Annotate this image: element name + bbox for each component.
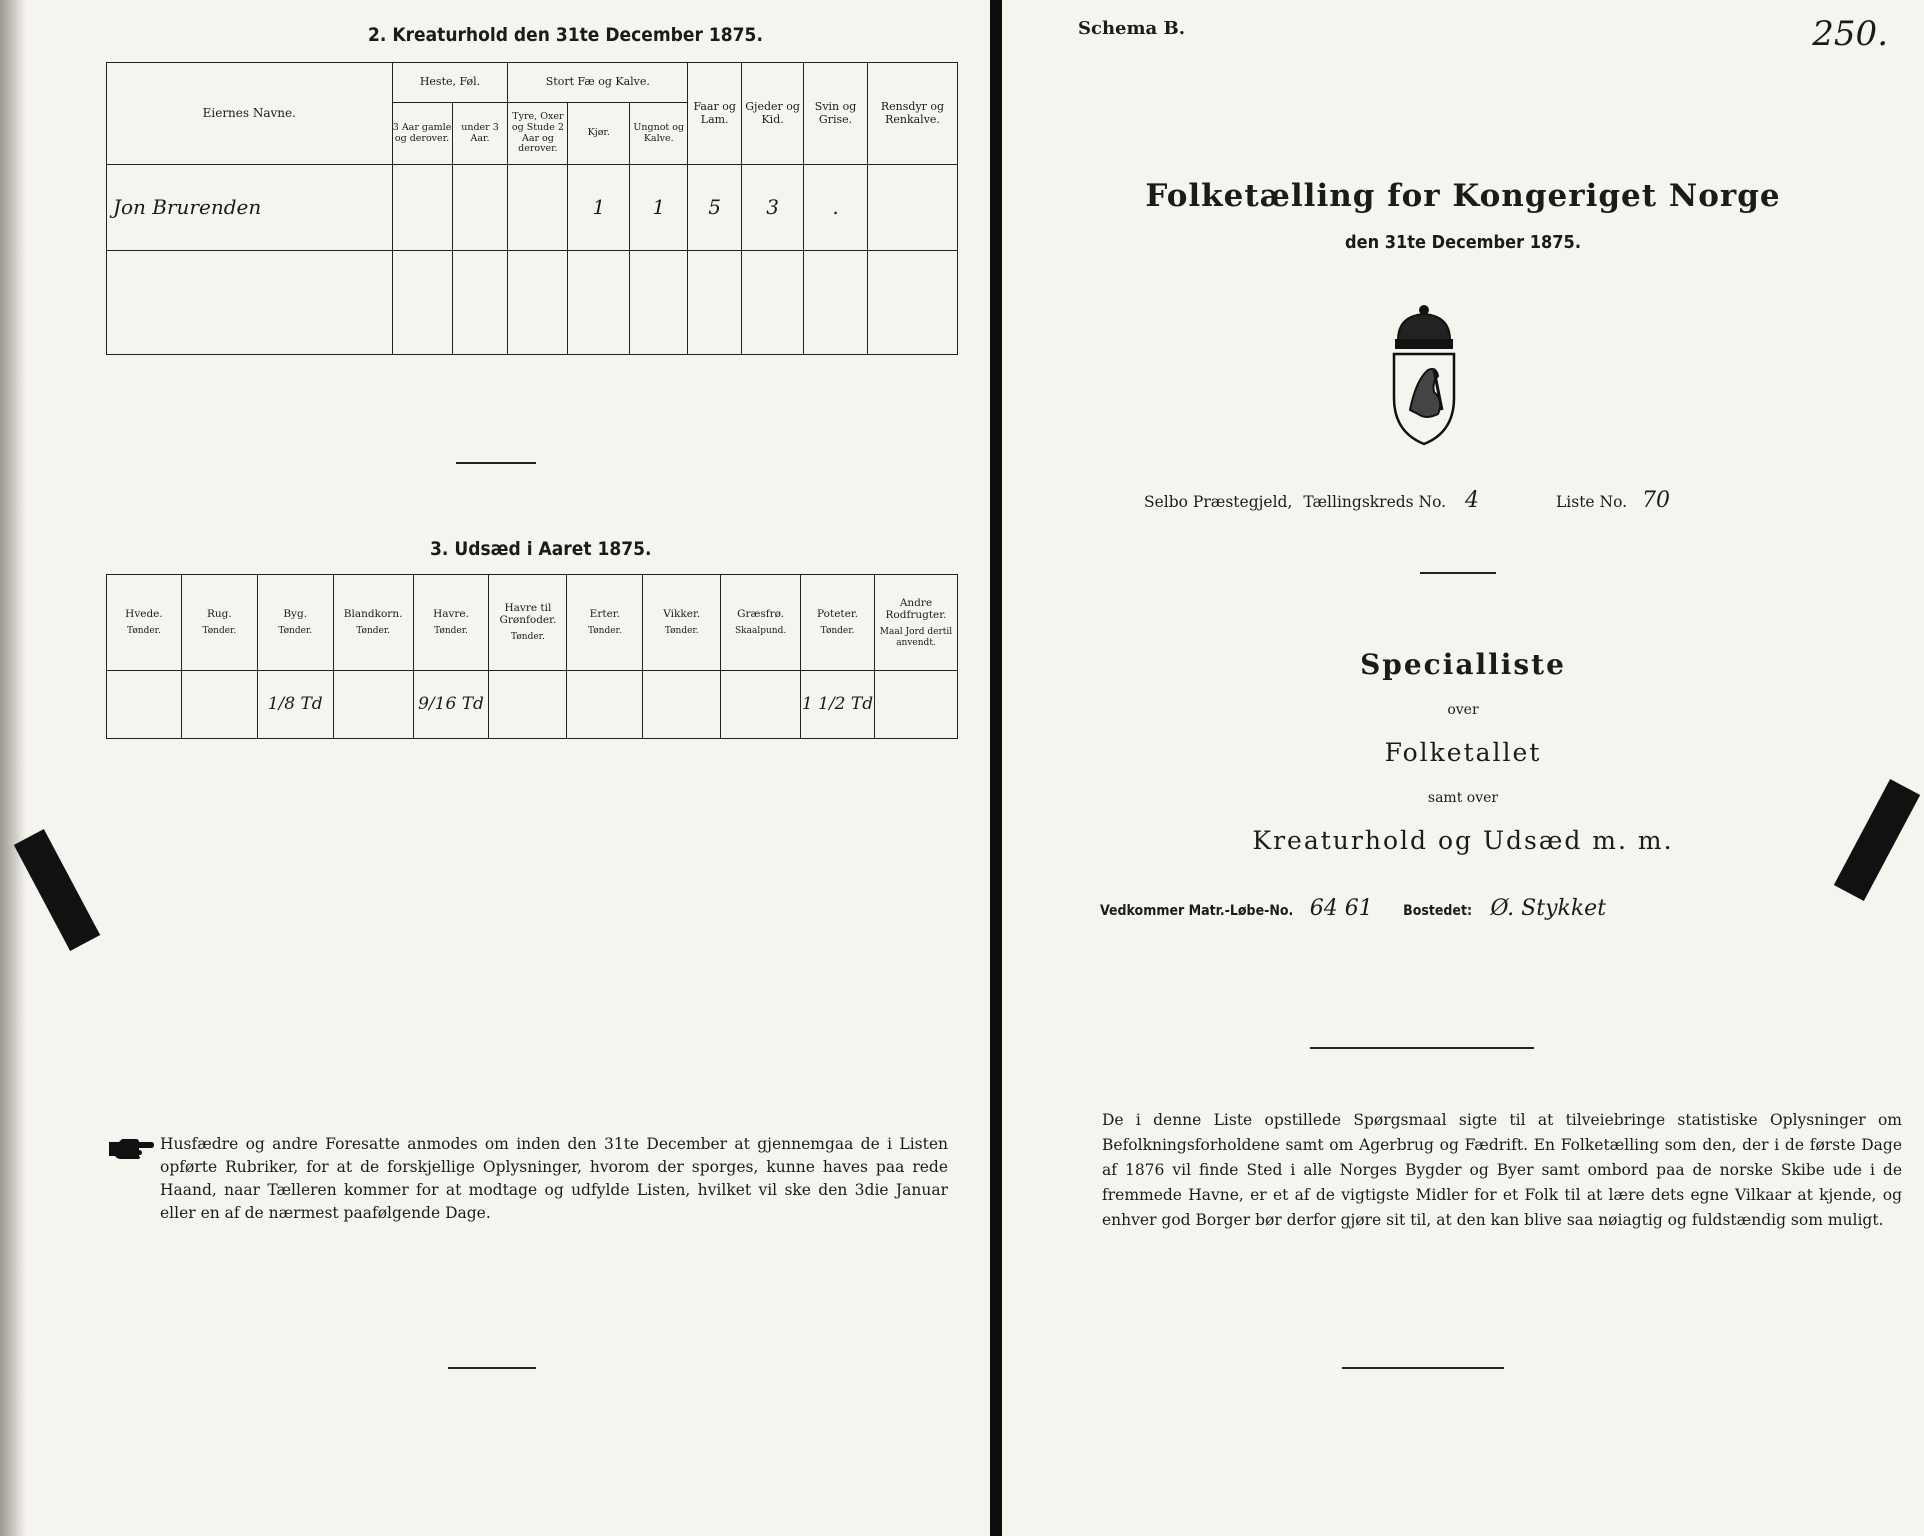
specialliste-heading: Specialliste (1360, 648, 1566, 681)
sowing-header-unit: Skaalpund. (735, 626, 787, 637)
pigs-cell: . (804, 165, 868, 251)
livestock-table (106, 62, 958, 355)
matr-value: 64 61 (1309, 896, 1373, 921)
sowing-cell-1 (181, 671, 257, 739)
empty-cell (568, 251, 630, 355)
bottom-rule (1342, 1367, 1504, 1369)
sowing-header-name: Poteter. (817, 608, 859, 621)
page-edge-shadow (0, 0, 26, 1536)
sowing-header-unit: Tønder. (820, 626, 855, 637)
sowing-header-8 (721, 575, 801, 671)
owner-name-cell: Jon Brurenden (107, 165, 393, 251)
coat-of-arms-icon (1384, 300, 1464, 448)
sowing-header-name: Hvede. (125, 608, 163, 621)
header-horses: Heste, Føl. (392, 63, 508, 103)
book-gutter (990, 0, 1002, 1536)
sowing-header-unit: Tønder. (278, 626, 313, 637)
empty-cell (630, 251, 688, 355)
header-young-cattle: Ungnot og Kalve. (630, 103, 688, 165)
sowing-cell-7 (643, 671, 721, 739)
section3-title: 3. Udsæd i Aaret 1875. (430, 538, 652, 560)
empty-cell (452, 251, 508, 355)
samt-over-text: samt over (1427, 790, 1499, 806)
sowing-header-0 (107, 575, 182, 671)
cows-cell: 1 (568, 165, 630, 251)
sowing-header-name: Havre. (433, 608, 469, 621)
sowing-header-unit: Tønder. (127, 626, 161, 637)
header-cows: Kjør. (568, 103, 630, 165)
sowing-header-3 (333, 575, 413, 671)
sowing-header-7 (643, 575, 721, 671)
pointing-hand-icon (108, 1138, 154, 1160)
empty-cell (804, 251, 868, 355)
sowing-cell-6 (567, 671, 643, 739)
sowing-cell-4: 9/16 Td (413, 671, 489, 739)
list-label: Liste No. (1555, 493, 1628, 511)
sowing-header-unit: Tønder. (434, 626, 468, 637)
page-number: 250. (1812, 14, 1888, 54)
sowing-header-unit: Tønder. (511, 632, 545, 643)
sowing-cell-8 (721, 671, 801, 739)
matr-line (1100, 896, 1606, 921)
header-bulls: Tyre, Oxer og Stude 2 Aar og derover. (508, 103, 568, 165)
horses-old-cell (392, 165, 452, 251)
sowing-cell-10 (874, 671, 957, 739)
sowing-header-name: Græsfrø. (737, 608, 785, 621)
horses-young-cell (452, 165, 508, 251)
header-cattle: Stort Fæ og Kalve. (508, 63, 688, 103)
bulls-cell (508, 165, 568, 251)
sowing-cell-0 (107, 671, 182, 739)
bottom-rule (448, 1367, 536, 1369)
divider-rule (456, 462, 536, 464)
header-reindeer: Rensdyr og Renkalve. (868, 63, 958, 165)
section2-title: 2. Kreaturhold den 31te December 1875. (368, 24, 763, 46)
sowing-cell-2: 1/8 Td (257, 671, 333, 739)
sowing-header-name: Erter. (589, 608, 620, 621)
header-horses-young: under 3 Aar. (452, 103, 508, 165)
sowing-header-5 (489, 575, 567, 671)
sowing-header-unit: Tønder. (664, 626, 699, 637)
header-owner: Eiernes Navne. (107, 63, 393, 165)
header-sheep: Faar og Lam. (688, 63, 742, 165)
sowing-header-name: Havre til Grønfoder. (499, 602, 557, 627)
district-value: 4 (1465, 488, 1480, 513)
header-goats: Gjeder og Kid. (742, 63, 804, 165)
header-horses-old: 3 Aar gamle og derover. (392, 103, 452, 165)
folketallet-heading: Folketallet (1384, 738, 1542, 767)
sowing-header-10 (874, 575, 957, 671)
parish-line (1144, 488, 1670, 513)
sowing-header-unit: Maal Jord dertil anvendt. (879, 627, 953, 648)
sowing-header-name: Andre Rodfrugter. (885, 597, 947, 622)
schema-label: Schema B. (1078, 18, 1185, 39)
sowing-cell-3 (333, 671, 413, 739)
empty-row-cell (107, 251, 393, 355)
sowing-header-6 (567, 575, 643, 671)
bosted-label: Bostedet: (1403, 903, 1473, 919)
parish-label: Selbo Præstegjeld, (1144, 493, 1293, 511)
sowing-header-unit: Tønder. (202, 626, 237, 637)
divider-rule-long (1310, 1047, 1534, 1049)
bosted-value: Ø. Stykket (1490, 896, 1607, 921)
sowing-header-1 (181, 575, 257, 671)
notice-text: Husfædre og andre Foresatte anmodes om inden den 31te December at gjennemgaa de i Listen opførte Rubriker, for at de forskjellige Oplysninger, hvorom der sporges, kunne haves paa rede Haand, naar Tælleren kommer for at modtage og udfylde Listen, hvilket vil ske den 3die Januar eller en af de nærmest paafølgende Dage. (160, 1135, 948, 1222)
sowing-cell-5 (489, 671, 567, 739)
district-label: Tællingskreds No. (1303, 493, 1447, 511)
binding-tab (14, 829, 100, 951)
sowing-cell-9: 1 1/2 Td (801, 671, 875, 739)
footer-text: De i denne Liste opstillede Spørgsmaal sigte til at tilveiebringe statistiske Oplysninger om Befolkningsforholdene samt om Agerbrug og Fædrift. En Folketælling som den, der i de første Dage af 1876 vil finde Sted i alle Norges Bygder og Byer samt ombord paa de norske Skibe ude i de fremmede Havne, er et af de vigtigste Midler for et Folk til at lære dets egne Vilkaar at kjende, og enhver god Borger bør derfor gjøre sit til, at den kan blive saa nøiagtig og fuldstændig som muligt. (1102, 1111, 1902, 1229)
empty-cell (868, 251, 958, 355)
matr-label: Vedkommer Matr.-Løbe-No. (1100, 903, 1294, 919)
sowing-header-unit: Tønder. (356, 626, 390, 637)
right-page (1002, 0, 1924, 1536)
kreaturhold-heading: Kreaturhold og Udsæd m. m. (1252, 826, 1674, 855)
date-line: den 31te December 1875. (1345, 232, 1581, 253)
empty-cell (508, 251, 568, 355)
sowing-header-name: Byg. (283, 608, 308, 621)
empty-cell (688, 251, 742, 355)
sowing-header-name: Rug. (206, 608, 232, 621)
main-title: Folketælling for Kongeriget Norge (1145, 178, 1781, 214)
goats-cell: 3 (742, 165, 804, 251)
empty-cell (392, 251, 452, 355)
sowing-table (106, 574, 958, 739)
sowing-header-9 (801, 575, 875, 671)
sowing-header-name: Vikker. (663, 608, 701, 621)
reindeer-cell (868, 165, 958, 251)
header-pigs: Svin og Grise. (804, 63, 868, 165)
sowing-header-2 (257, 575, 333, 671)
list-value: 70 (1642, 488, 1671, 513)
young-cattle-cell: 1 (630, 165, 688, 251)
divider-rule (1420, 572, 1496, 574)
sheep-cell: 5 (688, 165, 742, 251)
sowing-header-4 (413, 575, 489, 671)
over-text: over (1447, 702, 1479, 718)
sowing-header-unit: Tønder. (587, 626, 622, 637)
empty-cell (742, 251, 804, 355)
sowing-header-name: Blandkorn. (343, 608, 403, 621)
